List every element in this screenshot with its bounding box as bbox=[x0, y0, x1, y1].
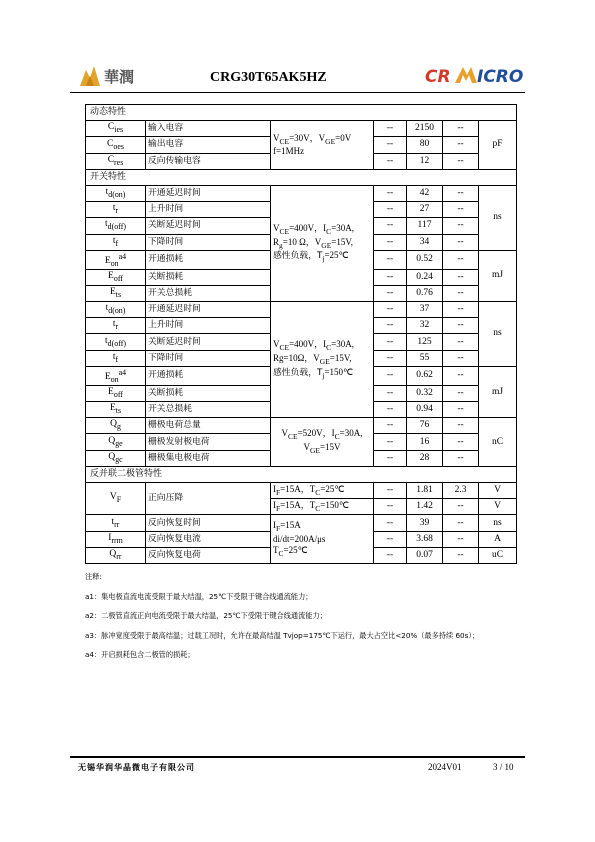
param-name: 正向压降 bbox=[146, 483, 271, 515]
max-value: -- bbox=[443, 402, 479, 418]
section-title: 开关特性 bbox=[86, 169, 517, 185]
typ-value: 0.94 bbox=[407, 402, 443, 418]
typ-value: 0.62 bbox=[407, 366, 443, 385]
test-condition: $V_{CE}=30V$，$V_{GE}=0V$ f=1MHz bbox=[271, 121, 374, 170]
min-value: -- bbox=[374, 121, 407, 137]
param-name: 反向传输电容 bbox=[146, 153, 271, 169]
note-a4: a4：开启损耗包含二极管的损耗； bbox=[85, 650, 195, 659]
max-value: -- bbox=[443, 234, 479, 250]
crmicro-logo-icon bbox=[425, 62, 525, 88]
table-row bbox=[86, 302, 517, 318]
param-name: 上升时间 bbox=[146, 202, 271, 218]
symbol: $t_f$ bbox=[86, 234, 146, 250]
param-name: 栅极发射极电荷 bbox=[146, 434, 271, 450]
svg-text:CR: CR bbox=[425, 67, 451, 87]
typ-value: 27 bbox=[407, 202, 443, 218]
symbol: $E_{ts}$ bbox=[86, 402, 146, 418]
typ-value: 0.24 bbox=[407, 269, 443, 285]
max-value: -- bbox=[443, 137, 479, 153]
symbol: $Q_g$ bbox=[86, 418, 146, 434]
min-value: -- bbox=[374, 547, 407, 563]
typ-value: 37 bbox=[407, 302, 443, 318]
typ-value: 39 bbox=[407, 515, 443, 531]
min-value: -- bbox=[374, 137, 407, 153]
param-name: 输入电容 bbox=[146, 121, 271, 137]
min-value: -- bbox=[374, 234, 407, 250]
test-condition: $I_F=15A$，$T_C=150℃$ bbox=[271, 499, 374, 515]
max-value: -- bbox=[443, 334, 479, 350]
max-value: -- bbox=[443, 202, 479, 218]
param-name: 下降时间 bbox=[146, 350, 271, 366]
param-name: 输出电容 bbox=[146, 137, 271, 153]
section-row-dynamic bbox=[86, 105, 517, 121]
param-name: 开通损耗 bbox=[146, 366, 271, 385]
min-value: -- bbox=[374, 302, 407, 318]
min-value: -- bbox=[374, 185, 407, 201]
symbol: $t_{rr}$ bbox=[86, 515, 146, 531]
param-name: 关断损耗 bbox=[146, 385, 271, 401]
max-value: 2.3 bbox=[443, 483, 479, 499]
max-value: -- bbox=[443, 366, 479, 385]
typ-value: 34 bbox=[407, 234, 443, 250]
typ-value: 12 bbox=[407, 153, 443, 169]
max-value: -- bbox=[443, 185, 479, 201]
note-a3: a3：脉冲宽度受限于最高结温；过载工况时，允许在最高结温 Tvjop=175℃下运行，最大占空比<20%（最多持续 60s）； bbox=[85, 630, 480, 640]
max-value: -- bbox=[443, 450, 479, 466]
unit: ns bbox=[479, 515, 517, 531]
typ-value: 2150 bbox=[407, 121, 443, 137]
param-name: 栅极电荷总量 bbox=[146, 418, 271, 434]
note-a1: a1：集电极直流电流受限于最大结温，25℃下受限于键合线通流能力； bbox=[85, 591, 313, 601]
max-value: -- bbox=[443, 515, 479, 531]
min-value: -- bbox=[374, 385, 407, 401]
doc-version: 2024V01 bbox=[428, 762, 462, 772]
note-a2: a2：二极管直流正向电流受限于最大结温，25℃下受限于键合线通流能力； bbox=[85, 611, 327, 620]
unit: nC bbox=[479, 418, 517, 467]
unit: mJ bbox=[479, 366, 517, 417]
symbol: $E_{on}^{a4}$ bbox=[86, 250, 146, 269]
param-name: 栅极集电极电荷 bbox=[146, 450, 271, 466]
section-title: 反并联二极管特性 bbox=[86, 466, 517, 482]
typ-value: 0.52 bbox=[407, 250, 443, 269]
unit: ns bbox=[479, 185, 517, 250]
unit: V bbox=[479, 499, 517, 515]
symbol: $E_{off}$ bbox=[86, 269, 146, 285]
table-row bbox=[86, 515, 517, 531]
min-value: -- bbox=[374, 153, 407, 169]
min-value: -- bbox=[374, 450, 407, 466]
min-value: -- bbox=[374, 499, 407, 515]
unit: ns bbox=[479, 302, 517, 367]
min-value: -- bbox=[374, 269, 407, 285]
max-value: -- bbox=[443, 418, 479, 434]
min-value: -- bbox=[374, 483, 407, 499]
spec-table bbox=[85, 104, 517, 564]
max-value: -- bbox=[443, 499, 479, 515]
symbol: $Q_{gc}$ bbox=[86, 450, 146, 466]
section-row-diode bbox=[86, 466, 517, 482]
max-value: -- bbox=[443, 269, 479, 285]
typ-value: 0.32 bbox=[407, 385, 443, 401]
max-value: -- bbox=[443, 385, 479, 401]
typ-value: 76 bbox=[407, 418, 443, 434]
symbol: $E_{on}^{a4}$ bbox=[86, 366, 146, 385]
unit: mJ bbox=[479, 250, 517, 301]
typ-value: 42 bbox=[407, 185, 443, 201]
typ-value: 80 bbox=[407, 137, 443, 153]
max-value: -- bbox=[443, 350, 479, 366]
test-condition: $I_F=15A$ di/dt=200A/μs $T_C=25℃$ bbox=[271, 515, 374, 564]
max-value: -- bbox=[443, 250, 479, 269]
min-value: -- bbox=[374, 350, 407, 366]
symbol: $t_{d(off)}$ bbox=[86, 218, 146, 234]
test-condition: $V_{CE}=400V$，$I_C=30A$, $R_g=10$ Ω，$V_{GE}=15V$, 感性负载，$T_j=25℃$ bbox=[271, 185, 374, 301]
company-name: 无锡华润华晶微电子有限公司 bbox=[78, 763, 195, 772]
typ-value: 1.42 bbox=[407, 499, 443, 515]
footer-rule bbox=[70, 756, 525, 758]
min-value: -- bbox=[374, 418, 407, 434]
symbol: $Q_{ge}$ bbox=[86, 434, 146, 450]
symbol: $C_{ies}$ bbox=[86, 121, 146, 137]
param-name: 开通延迟时间 bbox=[146, 185, 271, 201]
test-condition: $V_{CE}=520V$，$I_C=30A$, $V_{GE}=15V$ bbox=[271, 418, 374, 467]
header-rule bbox=[70, 92, 525, 93]
min-value: -- bbox=[374, 434, 407, 450]
page-header bbox=[70, 58, 525, 96]
typ-value: 0.07 bbox=[407, 547, 443, 563]
notes-title: 注释: bbox=[85, 572, 102, 581]
max-value: -- bbox=[443, 285, 479, 301]
param-name: 反向恢复时间 bbox=[146, 515, 271, 531]
param-name: 开关总损耗 bbox=[146, 285, 271, 301]
test-condition: $I_F=15A$，$T_C=25℃$ bbox=[271, 483, 374, 499]
typ-value: 16 bbox=[407, 434, 443, 450]
min-value: -- bbox=[374, 531, 407, 547]
max-value: -- bbox=[443, 218, 479, 234]
symbol: $Q_{rr}$ bbox=[86, 547, 146, 563]
svg-text:ICRO: ICRO bbox=[477, 67, 524, 87]
typ-value: 55 bbox=[407, 350, 443, 366]
param-name: 开通延迟时间 bbox=[146, 302, 271, 318]
unit: A bbox=[479, 531, 517, 547]
max-value: -- bbox=[443, 531, 479, 547]
symbol: $I_{rrm}$ bbox=[86, 531, 146, 547]
symbol: $V_F$ bbox=[86, 483, 146, 515]
section-row-switching bbox=[86, 169, 517, 185]
page-footer bbox=[78, 762, 518, 776]
section-title: 动态特性 bbox=[86, 105, 517, 121]
symbol: $t_r$ bbox=[86, 318, 146, 334]
symbol: $E_{ts}$ bbox=[86, 285, 146, 301]
min-value: -- bbox=[374, 366, 407, 385]
cr-logo-icon bbox=[78, 62, 148, 90]
typ-value: 1.81 bbox=[407, 483, 443, 499]
notes bbox=[85, 572, 525, 670]
param-name: 开通损耗 bbox=[146, 250, 271, 269]
typ-value: 32 bbox=[407, 318, 443, 334]
typ-value: 117 bbox=[407, 218, 443, 234]
symbol: $C_{oes}$ bbox=[86, 137, 146, 153]
min-value: -- bbox=[374, 285, 407, 301]
table-row bbox=[86, 121, 517, 137]
symbol: $t_{d(on)}$ bbox=[86, 302, 146, 318]
max-value: -- bbox=[443, 153, 479, 169]
symbol: $t_r$ bbox=[86, 202, 146, 218]
typ-value: 28 bbox=[407, 450, 443, 466]
param-name: 上升时间 bbox=[146, 318, 271, 334]
symbol: $C_{res}$ bbox=[86, 153, 146, 169]
test-condition: $V_{CE}=400V$，$I_C=30A$, Rg=10Ω，$V_{GE}=15V$, 感性负载，$T_j=150℃$ bbox=[271, 302, 374, 418]
param-name: 关断损耗 bbox=[146, 269, 271, 285]
max-value: -- bbox=[443, 318, 479, 334]
param-name: 关断延迟时间 bbox=[146, 334, 271, 350]
param-name: 开关总损耗 bbox=[146, 402, 271, 418]
table-row bbox=[86, 185, 517, 201]
param-name: 反向恢复电荷 bbox=[146, 547, 271, 563]
max-value: -- bbox=[443, 434, 479, 450]
typ-value: 125 bbox=[407, 334, 443, 350]
param-name: 关断延迟时间 bbox=[146, 218, 271, 234]
symbol: $t_f$ bbox=[86, 350, 146, 366]
table-row bbox=[86, 483, 517, 499]
unit: uC bbox=[479, 547, 517, 563]
min-value: -- bbox=[374, 318, 407, 334]
symbol: $t_{d(on)}$ bbox=[86, 185, 146, 201]
min-value: -- bbox=[374, 334, 407, 350]
unit: V bbox=[479, 483, 517, 499]
table-row bbox=[86, 418, 517, 434]
typ-value: 0.76 bbox=[407, 285, 443, 301]
part-number: CRG30T65AK5HZ bbox=[210, 70, 327, 85]
max-value: -- bbox=[443, 302, 479, 318]
symbol: $t_{d(off)}$ bbox=[86, 334, 146, 350]
svg-text:華潤: 華潤 bbox=[104, 68, 135, 86]
min-value: -- bbox=[374, 402, 407, 418]
symbol: $E_{off}$ bbox=[86, 385, 146, 401]
min-value: -- bbox=[374, 202, 407, 218]
min-value: -- bbox=[374, 218, 407, 234]
typ-value: 3.68 bbox=[407, 531, 443, 547]
max-value: -- bbox=[443, 121, 479, 137]
max-value: -- bbox=[443, 547, 479, 563]
param-name: 反向恢复电流 bbox=[146, 531, 271, 547]
param-name: 下降时间 bbox=[146, 234, 271, 250]
min-value: -- bbox=[374, 515, 407, 531]
min-value: -- bbox=[374, 250, 407, 269]
page-number: 3 / 10 bbox=[493, 762, 514, 772]
unit: pF bbox=[479, 121, 517, 170]
